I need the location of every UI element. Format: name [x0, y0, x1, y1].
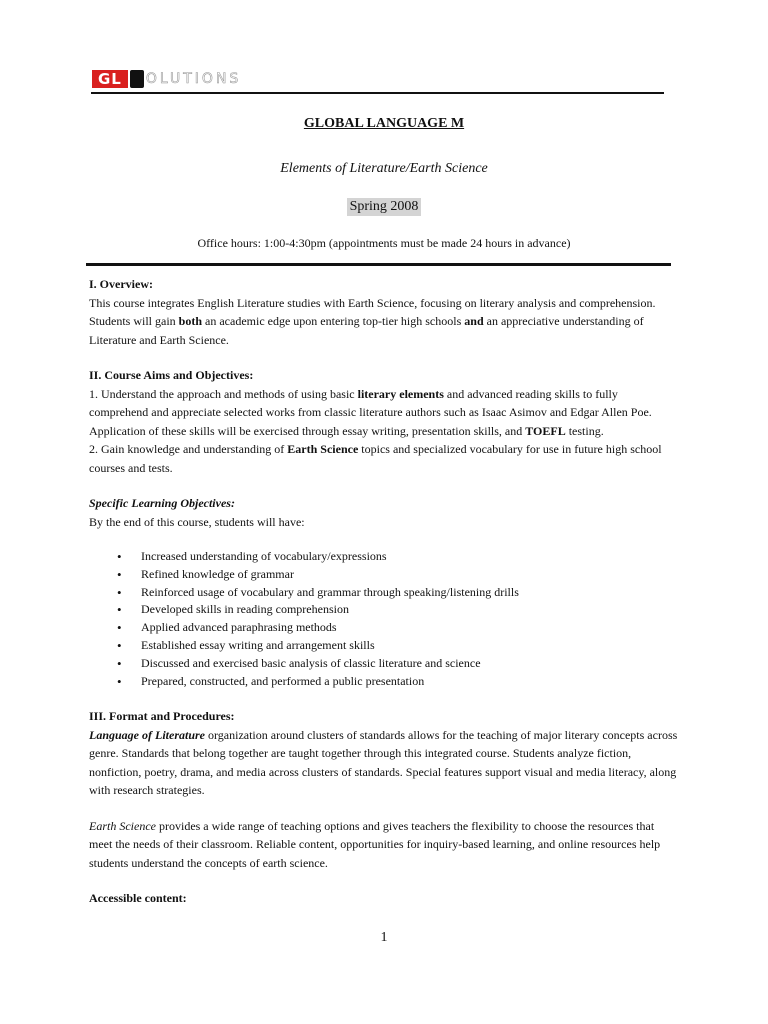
document-body: [89, 275, 679, 908]
aims-objective-1: [89, 385, 679, 441]
document-subtitle: Elements of Literature/Earth Science: [280, 161, 488, 176]
aims-p1-text-2: and advanced reading skills to fully comprehend and appreciate selected works from classic literature authors such as Isaac Asimov and Edgar Allen Poe. Application of these skills will be exercised through essay writing, presentation skills, and: [89, 386, 652, 438]
overview-text-3: an appreciative understanding of Literature and Earth Science.: [89, 314, 644, 347]
overview-heading: I. Overview:: [89, 277, 153, 291]
earth-science-paragraph: [89, 817, 679, 873]
overview-bold-and: and: [464, 314, 484, 328]
overview-bold-both: both: [178, 314, 203, 328]
section-rule: [86, 263, 671, 266]
aims-p1-text-3: testing.: [565, 423, 604, 438]
language-of-literature-paragraph: [89, 726, 679, 800]
lol-text: organization around clusters of standards allows for the teaching of major literary concepts across genre. Standards that belong together are taught together through this integrated course. Students analyze fiction, nonfiction, poetry, drama, and media across clusters of standards. Special features support visual and media literacy, along with research strategies.: [89, 727, 678, 798]
specific-objectives-heading: Specific Learning Objectives:: [89, 496, 235, 510]
aims-p2-text-1: 2. Gain knowledge and understanding of: [89, 442, 288, 456]
format-heading: III. Format and Procedures:: [89, 709, 235, 724]
specific-objectives-intro: By the end of this course, students will have:: [89, 514, 305, 529]
list-item: • Applied advanced paraphrasing methods: [117, 619, 679, 637]
list-item: • Developed skills in reading comprehension: [117, 601, 679, 619]
office-hours: Office hours: 1:00-4:30pm (appointments must be made 24 hours in advance): [197, 236, 571, 250]
aims-p2-bold-1: Earth Science: [287, 442, 359, 456]
lol-label: Language of Literature: [89, 727, 205, 742]
aims-p1-bold-1: literary elements: [357, 386, 444, 401]
document-title: GLOBAL LANGUAGE M: [303, 116, 465, 131]
aims-p1-bold-2: TOEFL: [525, 423, 566, 438]
logo-mark: GL: [92, 70, 128, 88]
aims-p1-text-1: 1. Understand the approach and methods of using basic: [89, 386, 358, 401]
page-number: 1: [380, 930, 388, 945]
overview-text-1: This course integrates English Literature studies with Earth Science, focusing on literary analysis and comprehension. Students will gain: [89, 295, 656, 328]
logo-s-block: [130, 70, 144, 88]
header-rule: [91, 92, 664, 94]
list-item: • Established essay writing and arrangement skills: [117, 637, 679, 655]
logo-wordmark: OLUTIONS: [145, 71, 242, 87]
overview-text-2: an academic edge upon entering top-tier high schools: [202, 314, 465, 328]
accessible-content-heading: Accessible content:: [89, 891, 187, 906]
term-label: Spring 2008: [347, 198, 422, 216]
aims-heading: II. Course Aims and Objectives:: [89, 368, 254, 382]
list-item: • Increased understanding of vocabulary/expressions: [117, 548, 679, 566]
list-item: • Refined knowledge of grammar: [117, 566, 679, 584]
list-item: • Discussed and exercised basic analysis of classic literature and science: [117, 655, 679, 673]
term-wrapper: [0, 197, 768, 216]
es-text: provides a wide range of teaching options and gives teachers the flexibility to choose the resources that meet the needs of their classroom. Reliable content, opportunities for inquiry-based learning, and online resources help students understand the concepts of earth science.: [89, 818, 661, 870]
aims-p2-text-2: topics and specialized vocabulary for use in future high school courses and tests.: [89, 442, 662, 475]
list-item: • Reinforced usage of vocabulary and grammar through speaking/listening drills: [117, 584, 679, 602]
aims-objective-2: [89, 440, 679, 477]
es-label: Earth Science: [89, 818, 156, 833]
company-logo: [92, 70, 241, 88]
overview-paragraph: [89, 294, 679, 350]
list-item: • Prepared, constructed, and performed a public presentation: [117, 673, 679, 691]
objectives-list: [89, 548, 679, 690]
